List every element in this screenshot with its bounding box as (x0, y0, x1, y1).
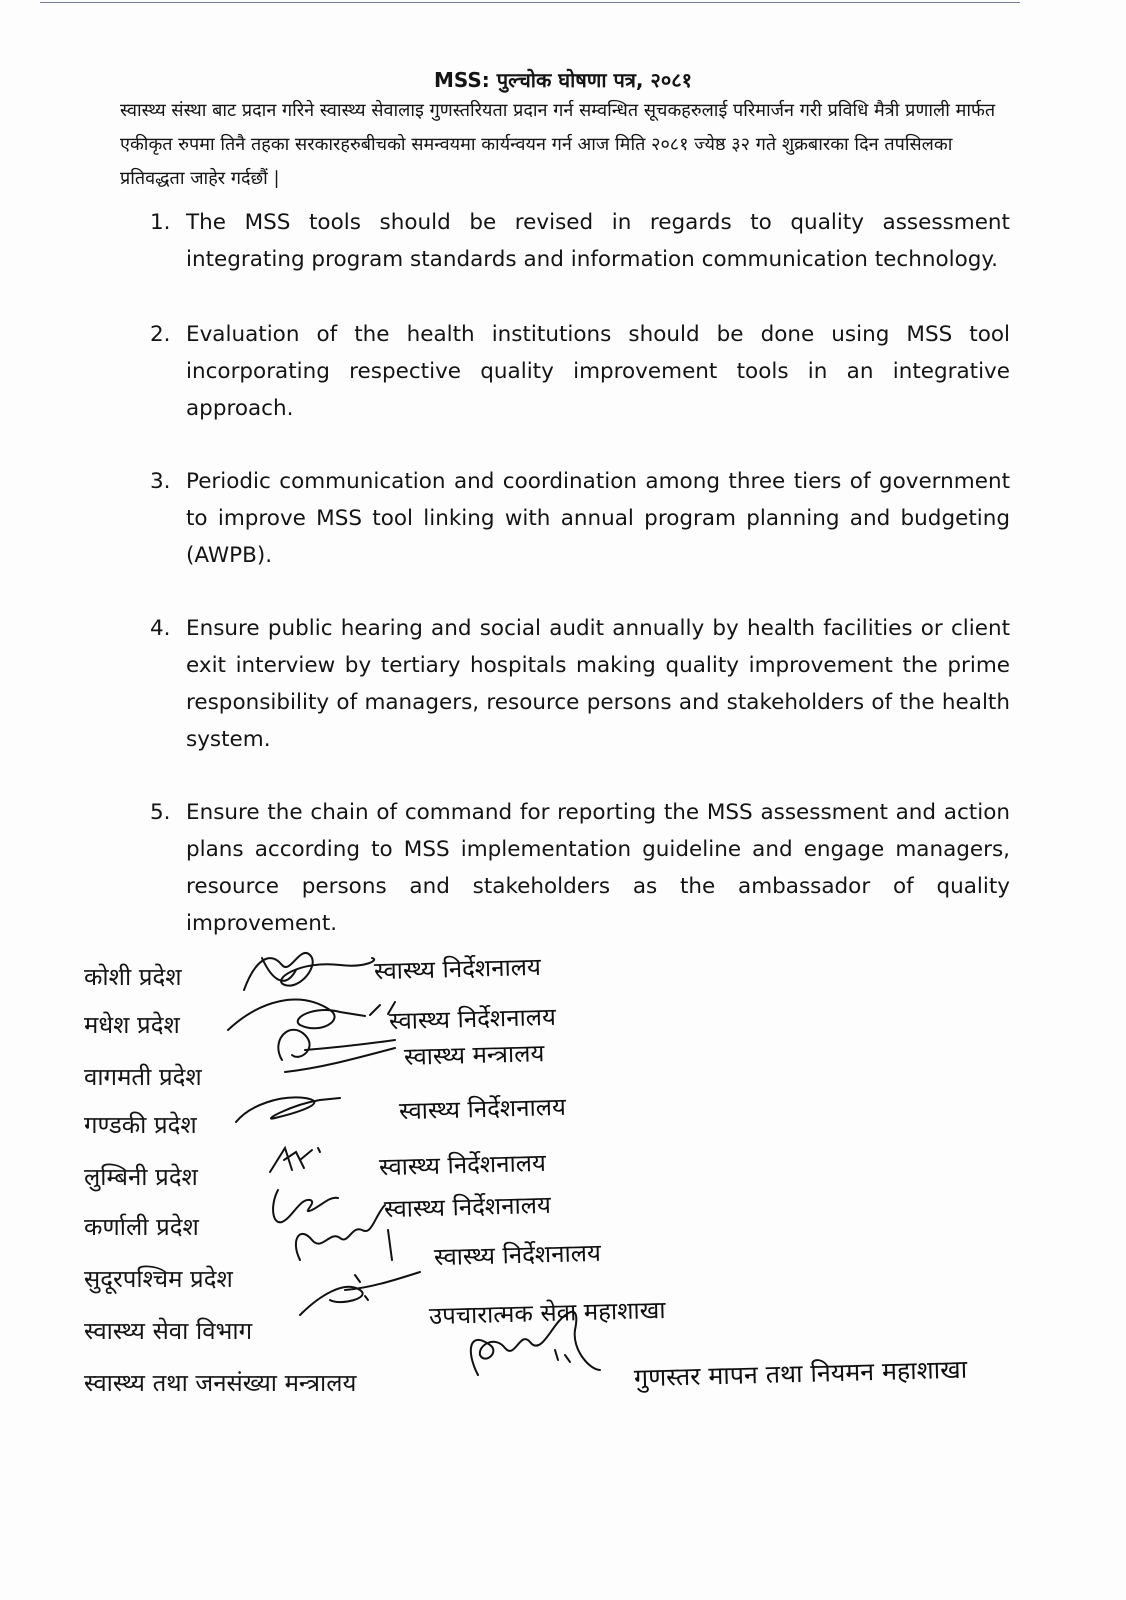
signature-health-services (300, 1272, 420, 1315)
signature-gandaki (236, 1097, 340, 1122)
commitment-text: Ensure the chain of command for reporting the MSS assessment and action plans according to MSS implementation guideline and engage managers, resource persons and stakeholders as the ambassador of quality improvement. (186, 800, 1010, 936)
document-title: MSS: पुल्चोक घोषणा पत्र, २०८१ (433, 68, 693, 92)
signatory-office: स्वास्थ्य निर्देशनालय (378, 1148, 547, 1182)
signature-ministry (471, 1312, 600, 1375)
signature-bagmati (278, 1030, 395, 1072)
preamble-paragraph: स्वास्थ्य संस्था बाट प्रदान गरिने स्वास्थ्य सेवालाइ गुणस्तरियता प्रदान गर्न सम्वन्धित सूचकहरुलाई परिमार्जन गरी प्रविधि मैत्री प्रणाली मार्फत एकीकृत रुपमा तिनै तहका सरकारहरुबीचको समन्वयमा कार्यन्वयन गर्न आज मिति २०८१ ज्येष्ठ ३२ गते शुक्रबारका दिन तपसिलका प्रतिवद्धता जाहेर गर्दछौं | (120, 100, 996, 189)
signature-koshi (244, 953, 374, 990)
signatory-org: वागमती प्रदेश (84, 1063, 202, 1091)
signatory-office: स्वास्थ्य निर्देशनालय (373, 952, 542, 986)
commitment-number: 3. (150, 469, 171, 494)
commitment-number: 1. (150, 210, 171, 235)
commitment-number: 4. (150, 616, 171, 641)
signatory-org: लुम्बिनी प्रदेश (84, 1163, 198, 1191)
signatory-office: उपचारात्मक सेवा महाशाखा (428, 1295, 666, 1331)
signatory-org: स्वास्थ्य सेवा विभाग (84, 1317, 253, 1345)
signature-lumbini (270, 1148, 320, 1172)
signatory-office: स्वास्थ्य निर्देशनालय (388, 1002, 557, 1036)
commitment-number: 5. (150, 800, 171, 825)
signatory-org: स्वास्थ्य तथा जनसंख्या मन्त्रालय (84, 1369, 357, 1397)
signatory-office: गुणस्तर मापन तथा नियमन महाशाखा (633, 1354, 968, 1393)
signatory-org: कोशी प्रदेश (84, 963, 182, 991)
commitment-text: Evaluation of the health institutions should be done using MSS tool incorporating respective quality improvement tools in an integrative approach. (186, 322, 1010, 421)
signatory-office: स्वास्थ्य मन्त्रालय (403, 1039, 545, 1071)
commitment-number: 2. (150, 322, 171, 347)
signature-sudurpaschim (296, 1205, 392, 1260)
commitment-text: Periodic communication and coordination among three tiers of government to improve MSS tool linking with annual program planning and budgeting (AWPB). (186, 469, 1010, 568)
signatory-org: गण्डकी प्रदेश (84, 1111, 197, 1139)
signatory-office: स्वास्थ्य निर्देशनालय (383, 1190, 552, 1224)
signatory-office: स्वास्थ्य निर्देशनालय (398, 1092, 567, 1126)
signatory-office: स्वास्थ्य निर्देशनालय (433, 1238, 602, 1272)
signature-madhesh (228, 1000, 395, 1030)
commitment-text: Ensure public hearing and social audit annually by health facilities or client exit interview by tertiary hospitals making quality improvement the prime responsibility of managers, resource persons and stakeholders of the health system. (186, 616, 1010, 752)
signatory-org: कर्णाली प्रदेश (84, 1213, 199, 1241)
signatory-org: मधेश प्रदेश (84, 1011, 180, 1039)
commitment-text: The MSS tools should be revised in regards to quality assessment integrating program standards and information communication technology. (186, 210, 1010, 272)
signatory-org: सुदूरपश्चिम प्रदेश (84, 1265, 233, 1293)
signature-karnali (273, 1190, 338, 1222)
